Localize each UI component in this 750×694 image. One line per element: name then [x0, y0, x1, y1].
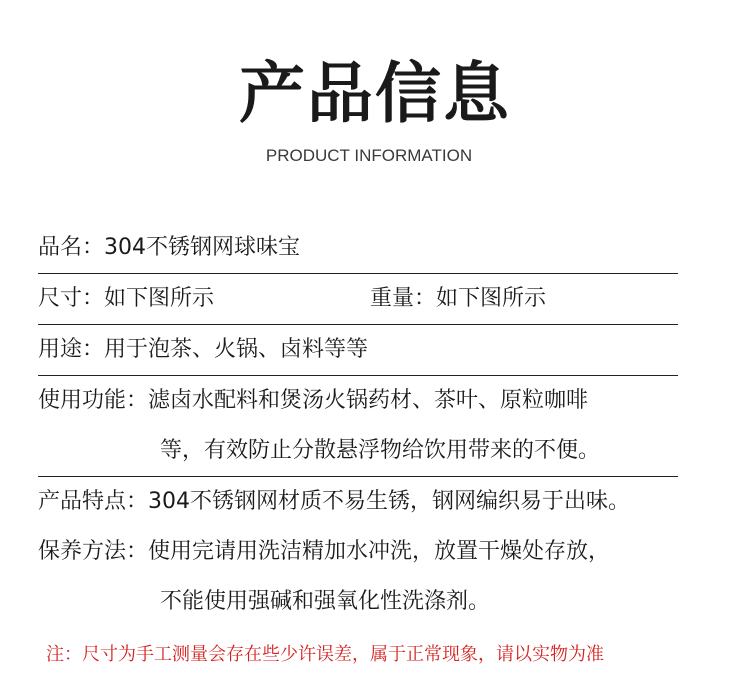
- row-function: [38, 376, 678, 477]
- row-product-name: [38, 223, 678, 274]
- function-label: 使用功能：: [38, 388, 149, 413]
- features-value: 304不锈钢网材质不易生锈，钢网编织易于出味。: [148, 489, 631, 514]
- function-line-1: 滤卤水配料和煲汤火锅药材、茶叶、原粒咖啡: [148, 388, 589, 413]
- product-name-value: 304不锈钢网球味宝: [104, 235, 301, 260]
- disclaimer-note: 注：尺寸为手工测量会存在些少许误差，属于正常现象，请以实物为准: [46, 644, 604, 665]
- weight-label: 重量：: [370, 286, 437, 311]
- care-line-1: 使用完请用洗洁精加水冲洗，放置干燥处存放，: [148, 539, 611, 564]
- row-care: [38, 527, 678, 627]
- row-size-weight: [38, 274, 678, 325]
- size-value: 如下图所示: [104, 286, 215, 311]
- page-subtitle: PRODUCT INFORMATION: [265, 146, 473, 165]
- features-label: 产品特点：: [38, 489, 149, 514]
- usage-value: 用于泡茶、火锅、卤料等等: [104, 337, 369, 362]
- row-features: [38, 477, 678, 527]
- care-label: 保养方法：: [38, 539, 149, 564]
- row-usage: [38, 325, 678, 376]
- care-line-2: 不能使用强碱和强氧化性洗涤剂。: [160, 589, 491, 614]
- usage-label: 用途：: [38, 337, 105, 362]
- weight-pair: [370, 274, 546, 324]
- function-line-2: 等，有效防止分散悬浮物给饮用带来的不便。: [160, 438, 601, 463]
- size-label: 尺寸：: [38, 286, 105, 311]
- page-title: 产品信息: [239, 55, 511, 132]
- product-info-table: [38, 223, 678, 627]
- product-name-label: 品名：: [38, 235, 105, 260]
- weight-value: 如下图所示: [436, 286, 547, 311]
